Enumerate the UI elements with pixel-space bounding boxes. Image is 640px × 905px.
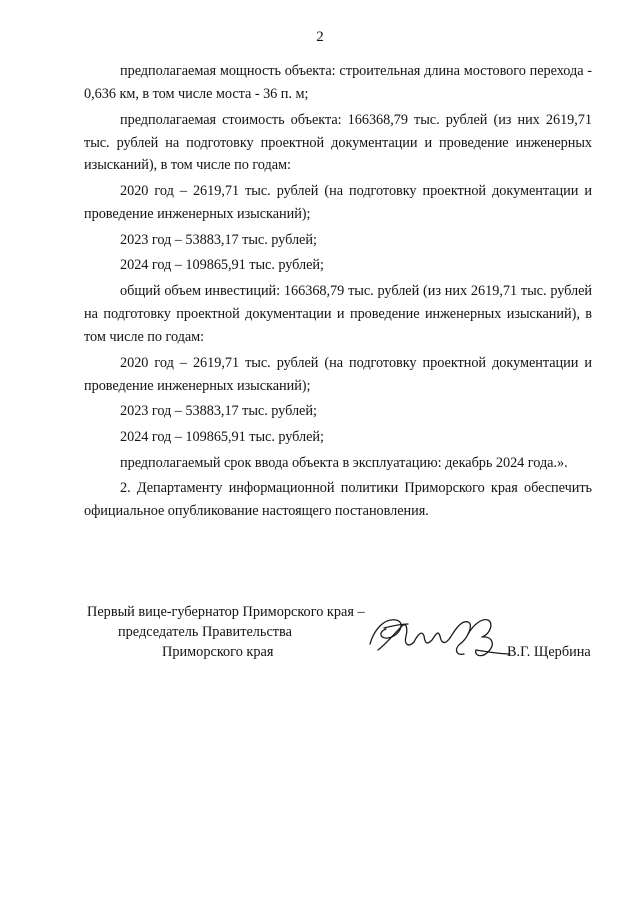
paragraph-investment-2020: 2020 год – 2619,71 тыс. рублей (на подготовку проектной документации и проведение инженерных изысканий); bbox=[84, 354, 592, 394]
paragraph-capacity: предполагаемая мощность объекта: строительная длина мостового перехода - 0,636 км, в том числе моста - 36 п. м; bbox=[84, 63, 592, 102]
signatory-title-line-3: Приморского края bbox=[162, 644, 274, 660]
page-number: 2 bbox=[316, 29, 324, 45]
signature-block bbox=[84, 604, 596, 674]
handwritten-signature bbox=[364, 604, 514, 666]
paragraph-investment-2023: 2023 год – 53883,17 тыс. рублей; bbox=[120, 403, 317, 420]
paragraph-cost-2023: 2023 год – 53883,17 тыс. рублей; bbox=[120, 231, 317, 248]
paragraph-total-investment: общий объем инвестиций: 166368,79 тыс. рублей (из них 2619,71 тыс. рублей на подготовку проектной документации и проведение инженерных изысканий), в том числе по годам: bbox=[84, 283, 592, 345]
signatory-name: В.Г. Щербина bbox=[507, 644, 591, 660]
paragraph-cost-2024: 2024 год – 109865,91 тыс. рублей; bbox=[120, 257, 324, 274]
paragraph-publication-order: 2. Департаменту информационной политики Приморского края обеспечить официальное опубликование настоящего постановления. bbox=[84, 480, 592, 520]
paragraph-cost-2020: 2020 год – 2619,71 тыс. рублей (на подготовку проектной документации и проведение инженерных изысканий); bbox=[84, 183, 592, 223]
signatory-title-line-2: председатель Правительства bbox=[118, 624, 292, 640]
document-body bbox=[84, 60, 592, 523]
paragraph-estimated-cost: предполагаемая стоимость объекта: 166368,79 тыс. рублей (из них 2619,71 тыс. рублей на подготовку проектной документации и проведение инженерных изысканий), в том числе по годам: bbox=[84, 111, 592, 174]
paragraph-commissioning-date: предполагаемый срок ввода объекта в эксплуатацию: декабрь 2024 года.». bbox=[120, 454, 568, 471]
signatory-title-line-1: Первый вице-губернатор Приморского края – bbox=[87, 604, 365, 620]
paragraph-investment-2024: 2024 год – 109865,91 тыс. рублей; bbox=[120, 428, 324, 445]
